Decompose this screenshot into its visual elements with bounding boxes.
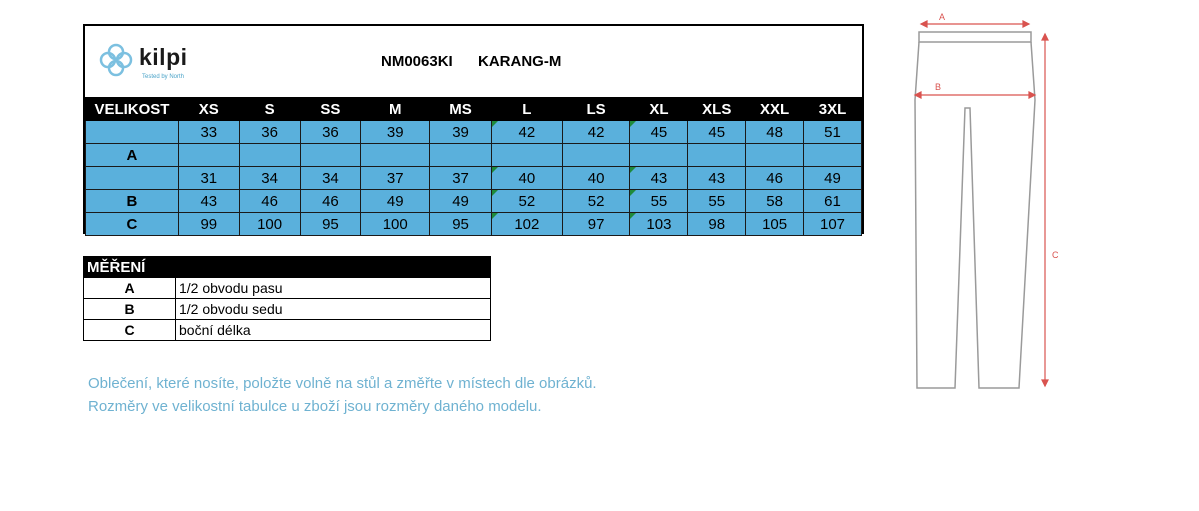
table-cell: 39 bbox=[361, 121, 430, 144]
row-label bbox=[86, 121, 179, 144]
table-cell: 52 bbox=[491, 190, 562, 213]
dimension-c-label: C bbox=[1052, 250, 1059, 260]
size-col-header: XL bbox=[630, 98, 688, 121]
table-row bbox=[86, 213, 862, 236]
table-cell: 34 bbox=[300, 167, 361, 190]
table-cell: 43 bbox=[630, 167, 688, 190]
table-cell: 102 bbox=[491, 213, 562, 236]
table-cell bbox=[430, 144, 492, 167]
measuring-note: Oblečení, které nosíte, položte volně na stůl a změřte v místech dle obrázků. bbox=[88, 375, 597, 392]
table-cell bbox=[804, 144, 862, 167]
size-chart-header bbox=[85, 26, 862, 97]
table-cell: 45 bbox=[630, 121, 688, 144]
row-label: C bbox=[86, 213, 179, 236]
legend-header-row bbox=[84, 257, 491, 278]
table-cell: 40 bbox=[491, 167, 562, 190]
legend-desc: 1/2 obvodu sedu bbox=[176, 299, 491, 320]
table-cell: 46 bbox=[746, 167, 804, 190]
row-label: B bbox=[86, 190, 179, 213]
table-cell: 98 bbox=[688, 213, 746, 236]
size-col-header: L bbox=[491, 98, 562, 121]
size-col-header: XXL bbox=[746, 98, 804, 121]
table-cell: 42 bbox=[562, 121, 630, 144]
legend-header-fill bbox=[176, 257, 491, 278]
table-cell bbox=[361, 144, 430, 167]
table-cell: 45 bbox=[688, 121, 746, 144]
table-cell: 46 bbox=[300, 190, 361, 213]
knot-icon bbox=[94, 38, 138, 82]
table-cell: 49 bbox=[804, 167, 862, 190]
table-cell: 49 bbox=[361, 190, 430, 213]
size-col-header: XLS bbox=[688, 98, 746, 121]
table-cell: 31 bbox=[178, 167, 239, 190]
brand-tagline: Tested by North bbox=[142, 74, 185, 80]
size-col-header: LS bbox=[562, 98, 630, 121]
table-cell: 34 bbox=[239, 167, 300, 190]
table-cell: 42 bbox=[491, 121, 562, 144]
pants-outline bbox=[915, 32, 1035, 388]
table-cell: 39 bbox=[430, 121, 492, 144]
row-label bbox=[86, 167, 179, 190]
legend-title: MĚŘENÍ bbox=[84, 257, 176, 278]
row-label: A bbox=[86, 144, 179, 167]
legend-key: C bbox=[84, 320, 176, 341]
table-cell: 55 bbox=[688, 190, 746, 213]
table-cell: 33 bbox=[178, 121, 239, 144]
table-cell: 52 bbox=[562, 190, 630, 213]
legend-row bbox=[84, 278, 491, 299]
table-cell: 107 bbox=[804, 213, 862, 236]
product-code: NM0063KI bbox=[381, 53, 453, 70]
table-cell: 43 bbox=[688, 167, 746, 190]
table-cell: 55 bbox=[630, 190, 688, 213]
table-cell bbox=[562, 144, 630, 167]
size-col-header: 3XL bbox=[804, 98, 862, 121]
table-cell: 97 bbox=[562, 213, 630, 236]
table-cell: 36 bbox=[239, 121, 300, 144]
brand-logo bbox=[94, 38, 204, 86]
table-cell: 99 bbox=[178, 213, 239, 236]
table-row bbox=[86, 144, 862, 167]
table-cell bbox=[688, 144, 746, 167]
table-cell: 95 bbox=[300, 213, 361, 236]
size-col-header: S bbox=[239, 98, 300, 121]
table-cell: 43 bbox=[178, 190, 239, 213]
dimension-b-label: B bbox=[935, 82, 942, 92]
legend-desc: 1/2 obvodu pasu bbox=[176, 278, 491, 299]
size-table bbox=[85, 97, 862, 236]
table-cell: 100 bbox=[361, 213, 430, 236]
legend-row bbox=[84, 299, 491, 320]
table-row bbox=[86, 167, 862, 190]
table-cell bbox=[300, 144, 361, 167]
size-header-row bbox=[86, 98, 862, 121]
product-name: KARANG-M bbox=[478, 53, 562, 70]
size-header-label: VELIKOST bbox=[86, 98, 179, 121]
table-cell: 46 bbox=[239, 190, 300, 213]
table-cell: 48 bbox=[746, 121, 804, 144]
table-cell: 36 bbox=[300, 121, 361, 144]
table-cell: 95 bbox=[430, 213, 492, 236]
table-cell: 105 bbox=[746, 213, 804, 236]
table-cell: 49 bbox=[430, 190, 492, 213]
table-cell: 37 bbox=[430, 167, 492, 190]
pants-diagram bbox=[905, 10, 1065, 395]
table-cell bbox=[491, 144, 562, 167]
table-cell bbox=[178, 144, 239, 167]
legend-key: B bbox=[84, 299, 176, 320]
legend-desc: boční délka bbox=[176, 320, 491, 341]
dimension-a-label: A bbox=[939, 12, 946, 22]
size-chart bbox=[83, 24, 864, 234]
table-cell: 61 bbox=[804, 190, 862, 213]
size-col-header: MS bbox=[430, 98, 492, 121]
size-col-header: M bbox=[361, 98, 430, 121]
table-row bbox=[86, 190, 862, 213]
measurement-legend bbox=[83, 256, 491, 341]
table-cell: 58 bbox=[746, 190, 804, 213]
legend-row bbox=[84, 320, 491, 341]
table-cell: 37 bbox=[361, 167, 430, 190]
legend-key: A bbox=[84, 278, 176, 299]
table-cell: 100 bbox=[239, 213, 300, 236]
table-row bbox=[86, 121, 862, 144]
brand-name: kilpi bbox=[139, 44, 188, 70]
model-note: Rozměry ve velikostní tabulce u zboží jsou rozměry daného modelu. bbox=[88, 398, 542, 415]
table-cell bbox=[239, 144, 300, 167]
table-cell bbox=[746, 144, 804, 167]
table-cell bbox=[630, 144, 688, 167]
table-cell: 103 bbox=[630, 213, 688, 236]
size-col-header: XS bbox=[178, 98, 239, 121]
table-cell: 51 bbox=[804, 121, 862, 144]
table-cell: 40 bbox=[562, 167, 630, 190]
size-col-header: SS bbox=[300, 98, 361, 121]
